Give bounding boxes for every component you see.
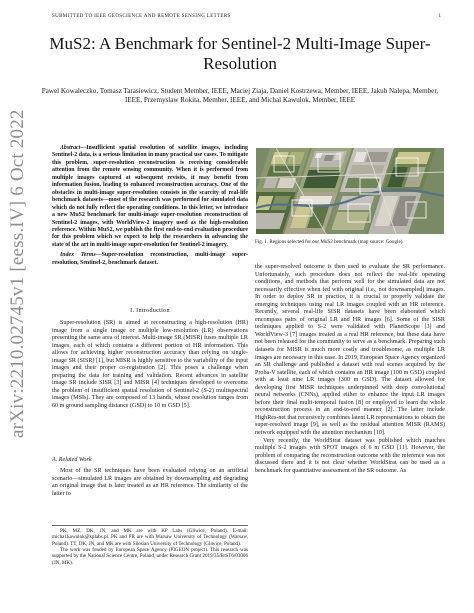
intro-paragraph: Super-resolution (SR) is aimed at reconstructing a high-resolution (HR) image from a single image or multiple low-resolution (LR) observations presenting the same area of interest. Multi-image SR (MISR) fuses multiple LR images, each of which contains a different portion of HR information. This allows for achieving higher reconstruction accuracy than relying on single-image SR (SISR) [1], but MISR is highly sensitive to the variability of the input images and their proper co-registration [2]. This poses a challenge when preparing the data for training and validation. Recent advances in satellite image SR include SISR [3] and MISR [4] techniques developed to overcome the problem of insufficient spatial resolution of Sentinel-2 (S-2) multispectral images (MSIs). They are composed of 13 bands, whose resolution ranges from 60 m ground sampling distance (GSD) to 10 m GSD [5]. (52, 320, 248, 410)
right-paragraph-2: Very recently, the WorldStrat dataset was published which matches multiple S-2 images with SPOT images of 6 m GSD [11]. However, the problem of comparing the reconstruction outcome with the reference was not discussed there and it is not clear whether WorldStrat can be used as a benchmark for quantitative assessment of the SR outcome. As (255, 437, 445, 474)
figure-region-mosaic (256, 148, 444, 234)
paper-title: MuS2: A Benchmark for Sentinel-2 Multi-Image Super-Resolution (49, 34, 431, 73)
intro-body (52, 320, 248, 411)
page-number: 1 (438, 14, 441, 19)
author-list: Pawel Kowaleczko, Tomasz Tarasiewicz, Student Member, IEEE, Maciej Ziaja, Daniel Kostrzewa, Member, IEEE, Jakub Nalepa, Member, IEEE, Przemyslaw Rokita, Member, IEEE, and Michal Kawulok, Member, IEEE (41, 87, 439, 105)
arxiv-stamp[interactable]: arXiv:2210.02745v1 [eess.IV] 6 Oct 2022 (7, 109, 28, 438)
abstract-label: Abstract (60, 145, 81, 151)
abstract-text: —Insufficient spatial resolution of satellite images, including Sentinel-2 data, is a serious limitation in many practical use cases. To mitigate this problem, super-resolution reconstruction is receiving considerable attention from the remote sensing community. When it is performed from multiple images captured at subsequent revisits, it may benefit from information fusion, leading to enhanced reconstruction accuracy. One of the obstacles in multi-image super-resolution consists in the scarcity of real-life benchmark datasets—most of the research was performed for simulated data which do not fully reflect the operating conditions. In this letter, we introduce a new MuS2 benchmark for multi-image super-resolution reconstruction of Sentinel-2 images, with WorldView-2 imagery used as the high-resolution reference. Within MuS2, we publish the first end-to-end evaluation procedure for this problem which we expect to help the researchers in advancing the state of the art in multi-image super-resolution for Sentinel-2 imagery. (52, 145, 248, 248)
footnote-funding: The work was funded by European Space Agency (PIGEON project). This research was supported by the National Science Centre, Poland, under Research Grant 2019/35/B/ST6/03006 (JN, MK). (52, 547, 248, 566)
figure-caption: Fig. 1. Regions selected for our MuS2 benchmark (map source: Google). (255, 239, 404, 245)
right-column-body (255, 264, 445, 475)
related-body (52, 468, 248, 498)
footnote-rule (52, 525, 248, 526)
right-paragraph-1: the super-resolved outcome is then used to evaluate the SR performance. Unfortunately, such procedure does not reflect the real-life operating conditions, and methods that perform well for the simulated data are not necessarily effective when fed with original (i.e., not downsampled) images. In order to deploy SR in practice, it is crucial to properly validate the emerging techniques using real LR images coupled with an HR reference. Recently, several real-life SISR datasets have been elaborated which encompass pairs of original LR and HR images [6]. Some of the SISR techniques applied to S-2 were validated with PlanetScope [3] and WorldView-3 [7] images treated as a real HR reference, but these data have not been released for the community to serve as a benchmark. Preparing such datasets for MISR is much more costly and troublesome, as multiple LR images are necessary in this case. In 2019, European Space Agency organized an SR challenge and published a dataset with real scenes acquired by the Proba-V satellite, each of which contains an HR image (100 m GSD) coupled with at least nine LR images (300 m GSD). The dataset allowed for developing first MISR techniques underpinned with deep convolutional neural networks (CNNs), applied either to enhance the input LR images before their final multi-temporal fusion [8] or employed to learn the whole reconstruction process in an end-to-end manner [2]. The latter include HighRes-net that recursively combines latent LR representations to obtain the super-resolved image [9], as well as the residual attention MISR (RAMS) network equipped with the attention mechanism [10]. (255, 264, 445, 437)
section-heading-introduction: I. Introduction (130, 308, 170, 314)
running-header: SUBMITTED TO IEEE GEOSCIENCE AND REMOTE SENSING LETTERS (52, 14, 231, 19)
related-paragraph: Most of the SR techniques have been evaluated relying on an artificial scenario—simulated LR images are obtained by downsampling and degrading an original image that is later treated as an HR reference. The similarity of the latter to (52, 468, 248, 497)
footnotes (52, 528, 248, 566)
satellite-map-image (256, 148, 444, 234)
abstract (52, 145, 248, 267)
index-terms-label: Index Terms (60, 252, 96, 259)
index-terms-text: —Super-resolution reconstruction, multi-image super-resolution, Sentinel-2, benchmark dataset. (52, 252, 248, 266)
footnote-affiliations: PK, MZ, DK, JN, and MK are with KP Labs (Gliwice, Poland). E-mail: michal.kawulok@kplabs.pl. PK and PR are with Warsaw University of Technology (Warsaw, Poland). TT, DK, JN, and MK are with Silesian University of Technology (Gliwice, Poland). (52, 528, 248, 547)
subsection-heading-related-work: A. Related Work (52, 457, 92, 463)
